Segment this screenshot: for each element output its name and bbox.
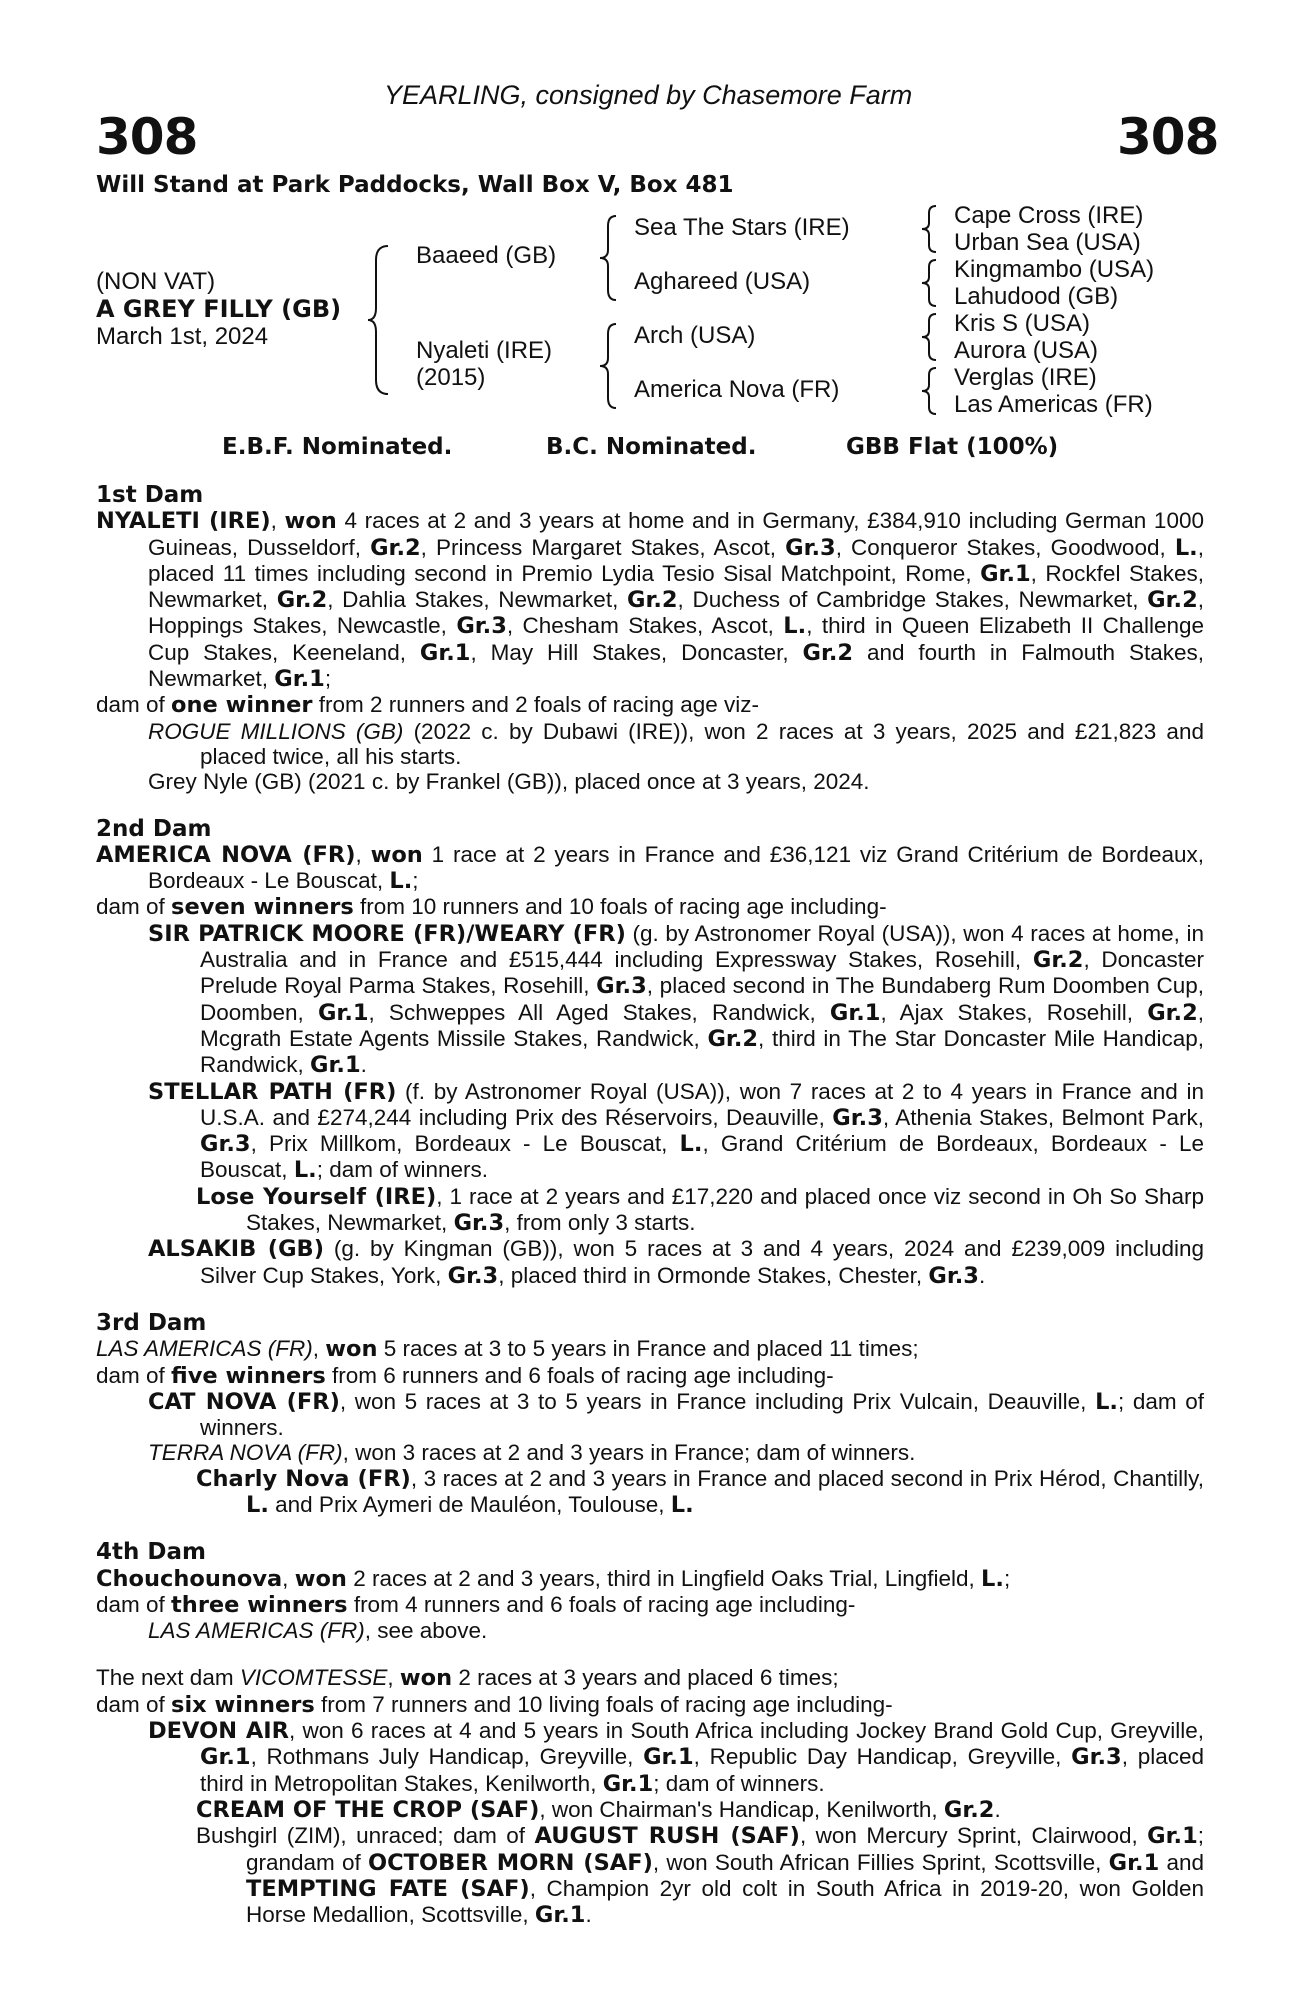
second-dam-heading: 2nd Dam — [96, 815, 212, 842]
lot-number-left: 308 — [96, 108, 198, 166]
second-dam-produce: dam of seven winners from 10 runners and 10 foals of racing age including- — [96, 894, 887, 921]
fifth-dam-entries — [96, 1718, 1204, 1928]
fourth-dam-name: Chouchounova — [96, 1565, 283, 1592]
lot-number-right: 308 — [1117, 108, 1219, 166]
pedigree-g3-8: Las Americas (FR) — [954, 391, 1153, 418]
pedigree-g3-6: Aurora (USA) — [954, 337, 1099, 364]
dam-record-body — [96, 483, 1204, 1928]
produce-entry: SIR PATRICK MOORE (FR)/WEARY (FR) (g. by Astronomer Royal (USA)), won 4 races at home, in Australia and in France and £515,444 including Expressway Stakes, Rosehill, Gr.2, Doncaster Prelude Royal Parma Stakes, Rosehill, Gr.3, placed second in The Bundaberg Rum Doomben Cup, Doomben, Gr.1, Schweppes All Aged Stakes, Randwick, Gr.1, Ajax Stakes, Rosehill, Gr.2, Mcgrath Estate Agents Missile Stakes, Randwick, Gr.2, third in The Star Doncaster Mile Handicap, Randwick, Gr.1. — [148, 920, 1205, 1079]
produce-entry: Bushgirl (ZIM), unraced; dam of AUGUST RUSH (SAF), won Mercury Sprint, Clairwood, Gr.1; grandam of OCTOBER MORN (SAF), won South African Fillies Sprint, Scottsville, Gr.1 and TEMPTING FATE (SAF), Champion 2yr old colt in South Africa in 2019-20, won Golden Horse Medallion, Scottsville, Gr.1. — [196, 1823, 1205, 1929]
third-dam-record: LAS AMERICAS (FR), won 5 races at 3 to 5 years in France and placed 11 times; — [96, 1336, 919, 1363]
fifth-dam-record: The next dam VICOMTESSE, won 2 races at 3 years and placed 6 times; — [96, 1665, 839, 1692]
second-dam-record: AMERICA NOVA (FR), won 1 race at 2 years in France and £36,121 viz Grand Critérium de Bordeaux, Bordeaux - Le Bouscat, L.; — [96, 841, 1204, 895]
produce-entry: DEVON AIR, won 6 races at 4 and 5 years in South Africa including Jockey Brand Gold Cup, Greyville, Gr.1, Rothmans July Handicap, Greyville, Gr.1, Republic Day Handicap, Greyville, Gr.3, placed third in Metropolitan Stakes, Kenilworth, Gr.1; dam of winners. — [148, 1718, 1205, 1797]
consignment-line: YEARLING, consigned by Chasemore Farm — [384, 80, 913, 110]
produce-entry: ALSAKIB (GB) (g. by Kingman (GB)), won 5 races at 3 and 4 years, 2024 and £239,009 including Silver Cup Stakes, York, Gr.3, placed third in Ormonde Stakes, Chester, Gr.3. — [148, 1236, 1204, 1289]
pedigree-brace-sire — [600, 216, 620, 300]
produce-entry: Charly Nova (FR), 3 races at 2 and 3 years in France and placed second in Prix Hérod, Chantilly, L. and Prix Aymeri de Mauléon, Toulouse, L. — [196, 1465, 1204, 1518]
produce-entry: LAS AMERICAS (FR), see above. — [148, 1618, 488, 1644]
third-dam-name: LAS AMERICAS (FR) — [96, 1336, 313, 1362]
stand-location: Will Stand at Park Paddocks, Wall Box V, Box 481 — [96, 172, 734, 198]
pedigree-g3-3: Kingmambo (USA) — [954, 256, 1155, 283]
third-dam-entries — [96, 1389, 1204, 1518]
fourth-dam-heading: 4th Dam — [96, 1539, 206, 1566]
first-dam-name: NYALETI (IRE) — [96, 508, 271, 535]
fourth-dam-produce: dam of three winners from 4 runners and 6 foals of racing age including- — [96, 1591, 856, 1618]
ebf-nomination: E.B.F. Nominated. — [222, 434, 453, 460]
pedigree-g3-7: Verglas (IRE) — [954, 364, 1097, 391]
third-dam-produce: dam of five winners from 6 runners and 6 foals of racing age including- — [96, 1362, 834, 1389]
pedigree-g3-1: Cape Cross (IRE) — [954, 202, 1144, 229]
pedigree-brace-g3-1 — [922, 206, 940, 252]
produce-entry: TERRA NOVA (FR), won 3 races at 2 and 3 years in France; dam of winners. — [148, 1440, 916, 1466]
pedigree-sire-dam: Aghareed (USA) — [634, 268, 811, 295]
third-dam-heading: 3rd Dam — [96, 1309, 207, 1336]
fifth-dam-produce: dam of six winners from 7 runners and 10 living foals of racing age including- — [96, 1691, 893, 1718]
fourth-dam-record: Chouchounova, won 2 races at 2 and 3 years, third in Lingfield Oaks Trial, Lingfield, L.; — [96, 1565, 1011, 1592]
pedigree-brace-g3-2 — [922, 260, 940, 306]
pedigree-dam-year: (2015) — [416, 364, 486, 391]
first-dam-record: NYALETI (IRE), won 4 races at 2 and 3 years at home and in Germany, £384,910 including German 1000 Guineas, Dusseldorf, Gr.2, Princess Margaret Stakes, Ascot, Gr.3, Conqueror Stakes, Goodwood, L., placed 11 times including second in Premio Lydia Tesio Sisal Matchpoint, Rome, Gr.1, Rockfel Stakes, Newmarket, Gr.2, Dahlia Stakes, Newmarket, Gr.2, Duchess of Cambridge Stakes, Newmarket, Gr.2, Hoppings Stakes, Newcastle, Gr.3, Chesham Stakes, Ascot, L., third in Queen Elizabeth II Challenge Cup Stakes, Keeneland, Gr.1, May Hill Stakes, Doncaster, Gr.2 and fourth in Falmouth Stakes, Newmarket, Gr.1; — [96, 508, 1205, 693]
fifth-dam-name: VICOMTESSE — [239, 1665, 388, 1691]
pedigree-brace-main — [368, 246, 392, 394]
produce-entry: CAT NOVA (FR), won 5 races at 3 to 5 years in France including Prix Vulcain, Deauville, L.; dam of winners. — [148, 1388, 1204, 1441]
pedigree-sire: Baaeed (GB) — [416, 242, 557, 269]
first-dam-offspring-1: ROGUE MILLIONS (GB) (2022 c. by Dubawi (IRE)), won 2 races at 3 years, 2025 and £21,823 and placed twice, all his starts. — [148, 718, 1204, 769]
bc-nomination: B.C. Nominated. — [546, 434, 757, 460]
subject-name: A GREY FILLY (GB) — [96, 295, 342, 323]
pedigree-dam-dam: America Nova (FR) — [634, 376, 840, 403]
second-dam-name: AMERICA NOVA (FR) — [96, 841, 356, 868]
second-dam-entries — [96, 921, 1204, 1289]
first-dam-heading: 1st Dam — [96, 482, 204, 508]
foaling-date: March 1st, 2024 — [96, 323, 269, 350]
pedigree-dam-sire: Arch (USA) — [634, 322, 756, 349]
pedigree-brace-g3-3 — [922, 314, 940, 360]
produce-entry: CREAM OF THE CROP (SAF), won Chairman's Handicap, Kenilworth, Gr.2. — [196, 1796, 1001, 1823]
pedigree-sire-sire: Sea The Stars (IRE) — [634, 214, 850, 241]
produce-entry: Lose Yourself (IRE), 1 race at 2 years and £17,220 and placed once viz second in Oh So Sharp Stakes, Newmarket, Gr.3, from only 3 starts. — [196, 1183, 1204, 1237]
pedigree-g3-4: Lahudood (GB) — [954, 283, 1119, 310]
pedigree-g3-2: Urban Sea (USA) — [954, 229, 1141, 256]
pedigree-dam: Nyaleti (IRE) — [416, 337, 553, 364]
first-dam-produce: dam of one winner from 2 runners and 2 foals of racing age viz- — [96, 692, 759, 719]
pedigree-brace-dam — [600, 324, 620, 408]
gbb-status: GBB Flat (100%) — [846, 434, 1059, 460]
pedigree-brace-g3-4 — [922, 368, 940, 414]
fourth-dam-entries — [96, 1618, 1204, 1643]
vat-status: (NON VAT) — [96, 268, 216, 295]
produce-entry: STELLAR PATH (FR) (f. by Astronomer Royal (USA)), won 7 races at 2 to 4 years in France and in U.S.A. and £274,244 including Prix des Réservoirs, Deauville, Gr.3, Athenia Stakes, Belmont Park, Gr.3, Prix Millkom, Bordeaux - Le Bouscat, L., Grand Critérium de Bordeaux, Bordeaux - Le Bouscat, L.; dam of winners. — [148, 1078, 1205, 1184]
first-dam-offspring-2: Grey Nyle (GB) (2021 c. by Frankel (GB)), placed once at 3 years, 2024. — [148, 769, 870, 795]
pedigree-g3-5: Kris S (USA) — [954, 310, 1091, 337]
